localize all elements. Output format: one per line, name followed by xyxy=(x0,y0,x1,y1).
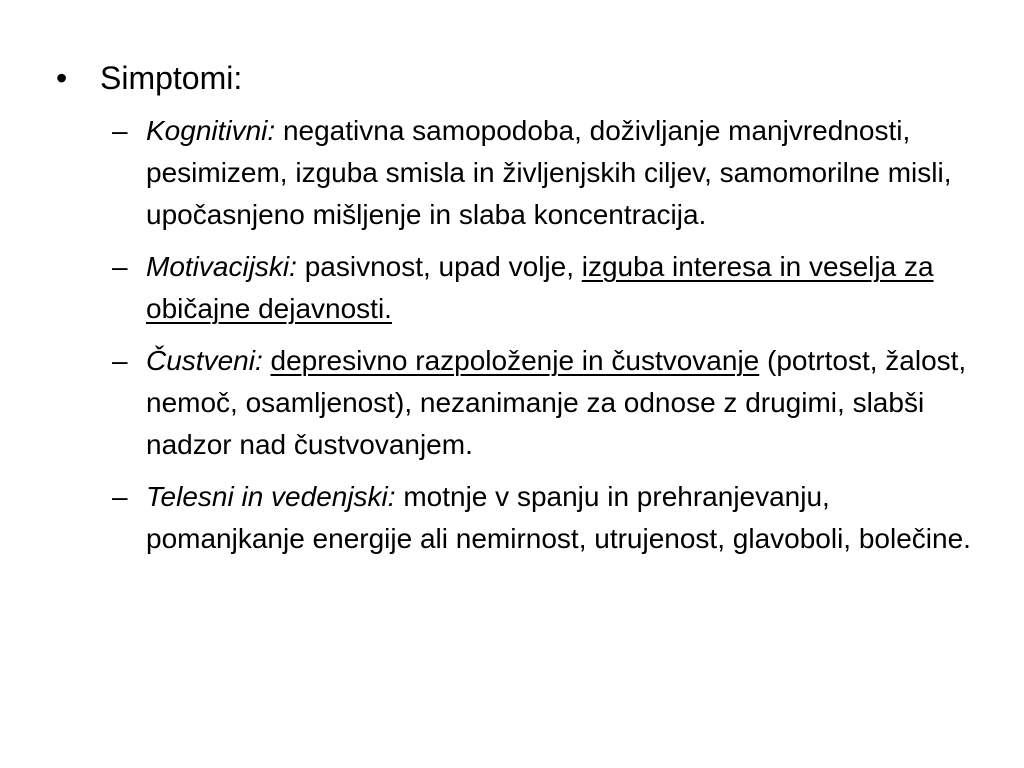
item-lead: Telesni in vedenjski: xyxy=(146,481,396,512)
item-text: pasivnost, upad volje, xyxy=(296,251,582,282)
item-lead: Kognitivni: xyxy=(146,115,276,146)
heading: Simptomi: xyxy=(100,60,243,96)
dash-icon: – xyxy=(112,251,128,282)
symptom-list xyxy=(112,110,972,570)
list-item-kognitivni xyxy=(112,110,972,236)
list-item-telesni-vedenjski xyxy=(112,476,972,560)
list-item-motivacijski xyxy=(112,246,972,330)
item-underlined-text: depresivno razpoloženje in čustvovanje xyxy=(270,345,760,376)
bullet-dot-icon: • xyxy=(56,60,68,96)
dash-icon: – xyxy=(112,345,128,376)
main-bullet xyxy=(56,56,242,100)
dash-icon: – xyxy=(112,115,128,146)
item-text: negativna samopodoba, doživljanje manjvrednosti, pesimizem, izguba smisla in življenjskih ciljev, samomorilne misli, upočasnjeno mišljenje in slaba koncentracija. xyxy=(146,115,952,230)
item-lead: Motivacijski: xyxy=(146,251,297,282)
item-lead: Čustveni: xyxy=(146,345,263,376)
item-underlined-text: izguba interesa in veselja za običajne dejavnosti. xyxy=(146,251,934,324)
dash-icon: – xyxy=(112,481,128,512)
item-text: (potrtost, žalost, nemoč, osamljenost), nezanimanje za odnose z drugimi, slabši nadzor nad čustvovanjem. xyxy=(146,345,967,460)
list-item-custveni xyxy=(112,340,972,466)
item-space xyxy=(263,345,271,376)
item-text: motnje v spanju in prehranjevanju, pomanjkanje energije ali nemirnost, utrujenost, glavoboli, bolečine. xyxy=(146,481,971,554)
